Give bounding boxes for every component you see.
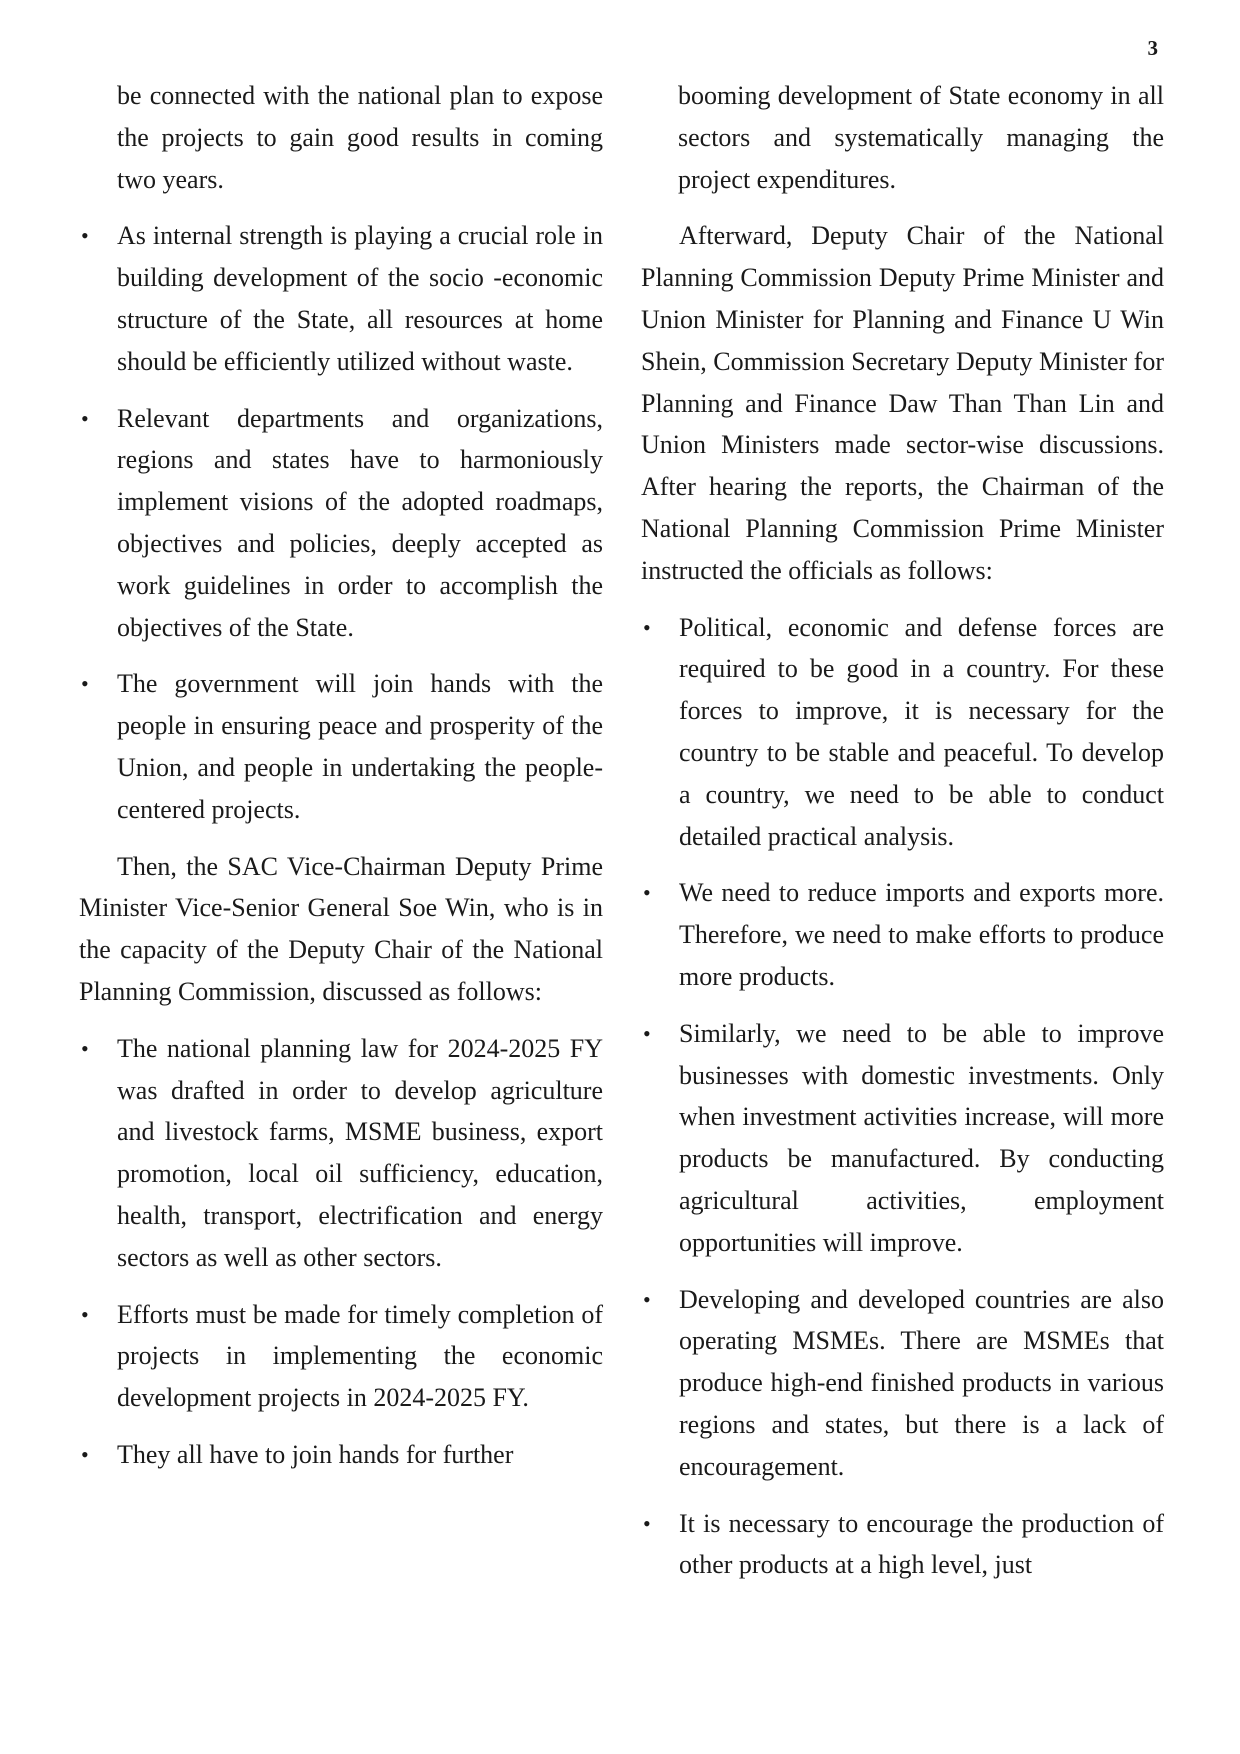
bullet-text: It is necessary to encourage the production of other products at a high level, just xyxy=(679,1508,1164,1580)
continuation-paragraph: booming development of State economy in all sectors and systematically managing the project expenditures. xyxy=(678,81,1164,194)
left-column xyxy=(79,75,603,1491)
page-number: 3 xyxy=(1147,36,1158,60)
bullet-text: Similarly, we need to be able to improve businesses with domestic investments. Only when investment activities increase, will more products be manufactured. By conducting agricultural activities, employment opportunities will improve. xyxy=(679,1018,1164,1257)
bullet-item xyxy=(79,398,603,649)
bullet-item xyxy=(79,215,603,382)
bullet-text: They all have to join hands for further xyxy=(117,1439,514,1469)
bullet-dot-icon: • xyxy=(81,671,89,697)
bullet-item xyxy=(79,663,603,830)
bullet-dot-icon: • xyxy=(81,223,89,249)
bullet-item xyxy=(79,1294,603,1419)
body-paragraph: Afterward, Deputy Chair of the National Planning Commission Deputy Prime Minister and Union Minister for Planning and Finance U Win Shein, Commission Secretary Deputy Minister for Planning and Finance Daw Than Than Lin and Union Ministers made sector-wise discussions. After hearing the reports, the Chairman of the National Planning Commission Prime Minister instructed the officials as follows: xyxy=(641,221,1164,585)
bullet-text: The government will join hands with the people in ensuring peace and prosperity of the Union, and people in undertaking the people-centered projects. xyxy=(117,669,603,824)
bullet-text: Efforts must be made for timely completion of projects in implementing the economic development projects in 2024-2025 FY. xyxy=(117,1299,603,1413)
bullet-dot-icon: • xyxy=(643,614,651,640)
body-paragraph: Then, the SAC Vice-Chairman Deputy Prime Minister Vice-Senior General Soe Win, who is in the capacity of the Deputy Chair of the National Planning Commission, discussed as follows: xyxy=(79,851,603,1006)
bullet-dot-icon: • xyxy=(643,1510,651,1536)
right-column xyxy=(641,75,1164,1601)
bullet-dot-icon: • xyxy=(643,1286,651,1312)
bullet-item xyxy=(79,1434,603,1476)
bullet-dot-icon: • xyxy=(643,1020,651,1046)
bullet-text: We need to reduce imports and exports more. Therefore, we need to make efforts to produce more products. xyxy=(679,878,1164,991)
bullet-text: The national planning law for 2024-2025 FY was drafted in order to develop agriculture and livestock farms, MSME business, export promotion, local oil sufficiency, education, health, transport, electrification and energy sectors as well as other sectors. xyxy=(117,1033,603,1272)
bullet-item xyxy=(641,1279,1164,1488)
bullet-item xyxy=(641,607,1164,858)
bullet-dot-icon: • xyxy=(643,880,651,906)
bullet-dot-icon: • xyxy=(81,405,89,431)
bullet-item xyxy=(641,872,1164,997)
bullet-text: As internal strength is playing a crucial role in building development of the socio -economic structure of the State, all resources at home should be efficiently utilized without waste. xyxy=(117,221,603,376)
bullet-item xyxy=(641,1503,1164,1587)
bullet-item xyxy=(641,1013,1164,1264)
bullet-dot-icon: • xyxy=(81,1301,89,1327)
bullet-text: Relevant departments and organizations, regions and states have to harmoniously implement visions of the adopted roadmaps, objectives and policies, deeply accepted as work guidelines in order to accomplish the objectives of the State. xyxy=(117,403,603,642)
bullet-text: Developing and developed countries are also operating MSMEs. There are MSMEs that produce high-end finished products in various regions and states, but there is a lack of encouragement. xyxy=(679,1284,1164,1481)
bullet-text: Political, economic and defense forces are required to be good in a country. For these forces to improve, it is necessary for the country to be stable and peaceful. To develop a country, we need to be able to conduct detailed practical analysis. xyxy=(679,612,1164,851)
bullet-dot-icon: • xyxy=(81,1441,89,1467)
continuation-paragraph: be connected with the national plan to expose the projects to gain good results in coming two years. xyxy=(117,81,603,194)
bullet-dot-icon: • xyxy=(81,1035,89,1061)
bullet-item xyxy=(79,1028,603,1279)
